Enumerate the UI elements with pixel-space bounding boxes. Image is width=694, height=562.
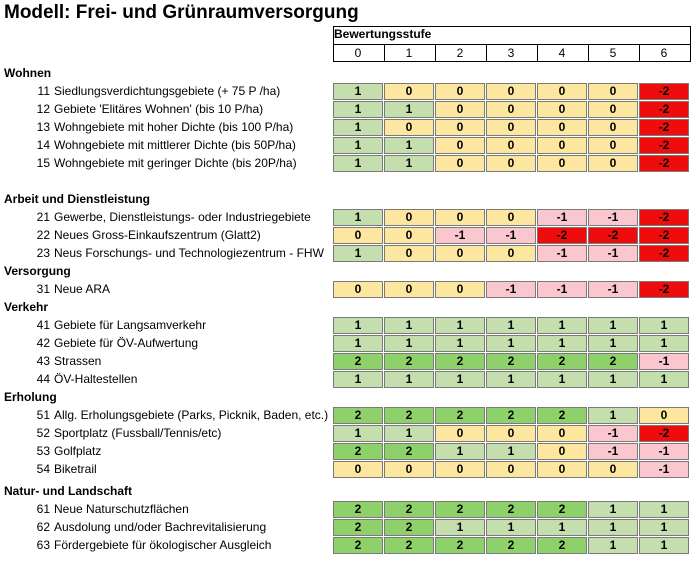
row-number: 14 [36, 138, 50, 152]
rating-cell: -2 [639, 101, 689, 118]
rating-cell: 0 [537, 101, 587, 118]
rating-cell: -2 [639, 119, 689, 136]
rating-cell: 1 [435, 317, 485, 334]
rating-cell: 0 [486, 425, 536, 442]
rating-cell: 1 [384, 317, 434, 334]
row-label: Neue ARA [54, 282, 111, 296]
rating-cell: 2 [333, 407, 383, 424]
rating-cell: 0 [435, 101, 485, 118]
rating-cell: 2 [333, 353, 383, 370]
rating-cell: 2 [435, 353, 485, 370]
rating-cell: 0 [333, 227, 383, 244]
row-number: 54 [36, 462, 50, 476]
rating-cell: 0 [435, 425, 485, 442]
rating-cell: 0 [435, 245, 485, 262]
rating-cell: -1 [537, 281, 587, 298]
row-label: Gewerbe, Dienstleistungs- oder Industriegebiete [54, 210, 311, 224]
rating-cell: 1 [333, 101, 383, 118]
row-label: ÖV-Haltestellen [54, 372, 138, 386]
rating-cell: 2 [588, 353, 638, 370]
section-title: Versorgung [4, 264, 71, 278]
rating-cell: 1 [333, 209, 383, 226]
rating-cell: -1 [588, 443, 638, 460]
rating-cell: 0 [639, 407, 689, 424]
level-header-6: 6 [660, 46, 668, 60]
row-label: Gebiete für Langsamverkehr [54, 318, 207, 332]
rating-cell: -1 [537, 245, 587, 262]
rating-cell: 1 [333, 155, 383, 172]
row-label: Gebiete für ÖV-Aufwertung [54, 336, 199, 350]
row-label: Fördergebiete für ökologischer Ausgleich [54, 538, 272, 552]
rating-cell: 2 [384, 537, 434, 554]
section-title: Arbeit und Dienstleistung [4, 192, 151, 206]
header-line [333, 26, 691, 27]
rating-cell: 0 [384, 461, 434, 478]
row-number: 23 [36, 246, 50, 260]
row-number: 61 [36, 502, 50, 516]
rating-cell: 1 [537, 371, 587, 388]
rating-cell: 0 [435, 281, 485, 298]
level-header-4: 4 [558, 46, 566, 60]
rating-cell: 1 [588, 537, 638, 554]
rating-cell: 1 [384, 101, 434, 118]
rating-cell: 0 [435, 137, 485, 154]
rating-cell: 0 [588, 155, 638, 172]
rating-cell: 0 [537, 119, 587, 136]
row-number: 62 [36, 520, 50, 534]
rating-cell: 1 [333, 425, 383, 442]
rating-cell: 0 [435, 209, 485, 226]
rating-cell: -1 [639, 443, 689, 460]
row-label: Ausdolung und/oder Bachrevitalisierung [54, 520, 267, 534]
rating-cell: 0 [435, 461, 485, 478]
rating-cell: 1 [639, 537, 689, 554]
row-label: Gebiete 'Elitäres Wohnen' (bis 10 P/ha) [54, 102, 264, 116]
row-number: 42 [36, 336, 50, 350]
rating-cell: -2 [639, 83, 689, 100]
rating-cell: 1 [537, 519, 587, 536]
rating-cell: 1 [435, 443, 485, 460]
rating-cell: 0 [435, 119, 485, 136]
row-label: Wohngebiete mit hoher Dichte (bis 100 P/ha) [54, 120, 294, 134]
rating-cell: 0 [384, 227, 434, 244]
rating-cell: 1 [639, 519, 689, 536]
row-label: Wohngebiete mit mittlerer Dichte (bis 50P/ha) [54, 138, 296, 152]
rating-cell: 1 [537, 335, 587, 352]
rating-cell: 1 [486, 371, 536, 388]
rating-cell: 1 [333, 245, 383, 262]
row-label: Golfplatz [54, 444, 102, 458]
rating-cell: -1 [639, 461, 689, 478]
row-number: 51 [36, 408, 50, 422]
rating-cell: 0 [384, 83, 434, 100]
rating-cell: 0 [588, 101, 638, 118]
level-header-0: 0 [354, 46, 362, 60]
rating-cell: -2 [639, 137, 689, 154]
rating-cell: 2 [384, 519, 434, 536]
rating-cell: 1 [588, 407, 638, 424]
row-number: 31 [36, 282, 50, 296]
rating-cell: 2 [435, 407, 485, 424]
rating-cell: 0 [537, 155, 587, 172]
rating-cell: 0 [486, 155, 536, 172]
rating-cell: 1 [537, 317, 587, 334]
rating-cell: 0 [588, 461, 638, 478]
rating-cell: 1 [639, 501, 689, 518]
rating-cell: -1 [486, 281, 536, 298]
row-number: 41 [36, 318, 50, 332]
header-line [690, 26, 691, 61]
rating-cell: 0 [384, 119, 434, 136]
rating-cell: 0 [537, 83, 587, 100]
rating-cell: 0 [537, 461, 587, 478]
rating-cell: 0 [486, 101, 536, 118]
rating-cell: 1 [486, 317, 536, 334]
row-label: Sportplatz (Fussball/Tennis/etc) [54, 426, 222, 440]
rating-cell: 0 [486, 83, 536, 100]
row-number: 52 [36, 426, 50, 440]
rating-cell: 1 [588, 501, 638, 518]
rating-cell: 0 [384, 245, 434, 262]
rating-cell: 2 [384, 443, 434, 460]
row-label: Biketrail [54, 462, 97, 476]
rating-cell: -1 [588, 245, 638, 262]
rating-cell: 0 [486, 245, 536, 262]
row-number: 53 [36, 444, 50, 458]
rating-cell: 1 [639, 317, 689, 334]
rating-cell: 2 [384, 353, 434, 370]
page-title: Modell: Frei- und Grünraumversorgung [4, 2, 359, 23]
rating-cell: -1 [639, 353, 689, 370]
section-title: Verkehr [4, 300, 49, 314]
rating-cell: 0 [486, 137, 536, 154]
rating-cell: 2 [537, 501, 587, 518]
rating-cell: 1 [486, 335, 536, 352]
rating-cell: 0 [435, 83, 485, 100]
rating-cell: 1 [384, 425, 434, 442]
rating-cell: 2 [486, 537, 536, 554]
rating-cell: -2 [639, 227, 689, 244]
rating-cell: 1 [435, 335, 485, 352]
rating-cell: 1 [333, 317, 383, 334]
rating-cell: -2 [639, 245, 689, 262]
rating-cell: 1 [333, 335, 383, 352]
rating-cell: 1 [435, 371, 485, 388]
rating-cell: 1 [639, 371, 689, 388]
rating-cell: 1 [588, 371, 638, 388]
rating-cell: 2 [333, 443, 383, 460]
rating-cell: 0 [537, 425, 587, 442]
rating-cell: -2 [639, 281, 689, 298]
rating-cell: 0 [384, 209, 434, 226]
row-number: 22 [36, 228, 50, 242]
rating-cell: 0 [333, 281, 383, 298]
header-label: Bewertungsstufe [334, 27, 432, 41]
rating-cell: 2 [384, 501, 434, 518]
rating-cell: 1 [435, 519, 485, 536]
rating-cell: 2 [486, 353, 536, 370]
row-number: 11 [37, 84, 50, 98]
rating-cell: 1 [333, 371, 383, 388]
rating-cell: -2 [588, 227, 638, 244]
rating-cell: 0 [486, 119, 536, 136]
rating-cell: -1 [588, 425, 638, 442]
section-title: Natur- und Landschaft [4, 484, 132, 498]
level-header-2: 2 [456, 46, 464, 60]
rating-cell: 0 [486, 461, 536, 478]
rating-cell: -1 [588, 281, 638, 298]
row-label: Siedlungsverdichtungsgebiete (+ 75 P /ha) [54, 84, 281, 98]
rating-cell: 0 [588, 83, 638, 100]
rating-cell: -1 [588, 209, 638, 226]
rating-cell: 2 [486, 501, 536, 518]
rating-cell: 2 [537, 537, 587, 554]
rating-cell: 2 [333, 501, 383, 518]
rating-cell: -1 [435, 227, 485, 244]
level-header-5: 5 [609, 46, 617, 60]
rating-cell: 1 [486, 519, 536, 536]
rating-cell: 0 [435, 155, 485, 172]
rating-cell: 0 [588, 119, 638, 136]
header-line [333, 61, 691, 62]
rating-cell: 2 [384, 407, 434, 424]
rating-cell: 2 [435, 501, 485, 518]
rating-cell: 2 [333, 519, 383, 536]
rating-cell: 2 [537, 353, 587, 370]
row-number: 63 [36, 538, 50, 552]
rating-cell: -2 [537, 227, 587, 244]
rating-cell: -2 [639, 209, 689, 226]
row-label: Neues Gross-Einkaufszentrum (Glatt2) [54, 228, 261, 242]
rating-cell: 2 [333, 537, 383, 554]
row-number: 43 [36, 354, 50, 368]
rating-cell: 1 [384, 371, 434, 388]
row-number: 15 [36, 156, 50, 170]
level-header-1: 1 [405, 46, 413, 60]
rating-cell: 1 [384, 335, 434, 352]
rating-cell: 1 [588, 519, 638, 536]
rating-cell: 0 [333, 461, 383, 478]
rating-cell: 0 [588, 137, 638, 154]
header-line [333, 44, 691, 45]
row-label: Strassen [54, 354, 102, 368]
row-number: 21 [36, 210, 50, 224]
row-label: Wohngebiete mit geringer Dichte (bis 20P/ha) [54, 156, 297, 170]
rating-cell: 1 [333, 119, 383, 136]
rating-cell: 0 [384, 281, 434, 298]
rating-cell: 2 [435, 537, 485, 554]
row-label: Allg. Erholungsgebiete (Parks, Picknik, Baden, etc.) [54, 408, 329, 422]
rating-cell: 1 [384, 137, 434, 154]
rating-cell: 2 [537, 407, 587, 424]
rating-cell: 0 [537, 443, 587, 460]
level-header-3: 3 [507, 46, 515, 60]
row-label: Neue Naturschutzflächen [54, 502, 189, 516]
row-number: 13 [36, 120, 50, 134]
row-number: 44 [36, 372, 50, 386]
section-title: Wohnen [4, 66, 52, 80]
rating-cell: -2 [639, 155, 689, 172]
rating-cell: 1 [333, 83, 383, 100]
rating-cell: 2 [486, 407, 536, 424]
rating-cell: 0 [486, 209, 536, 226]
rating-cell: 1 [639, 335, 689, 352]
section-title: Erholung [4, 390, 57, 404]
rating-cell: 1 [486, 443, 536, 460]
rating-cell: 1 [588, 335, 638, 352]
row-number: 12 [36, 102, 50, 116]
rating-cell: 1 [333, 137, 383, 154]
rating-cell: -1 [486, 227, 536, 244]
rating-cell: 0 [537, 137, 587, 154]
rating-cell: -1 [537, 209, 587, 226]
rating-cell: 1 [384, 155, 434, 172]
row-label: Neus Forschungs- und Technologiezentrum - FHW [54, 246, 324, 260]
rating-cell: 1 [588, 317, 638, 334]
rating-cell: -2 [639, 425, 689, 442]
